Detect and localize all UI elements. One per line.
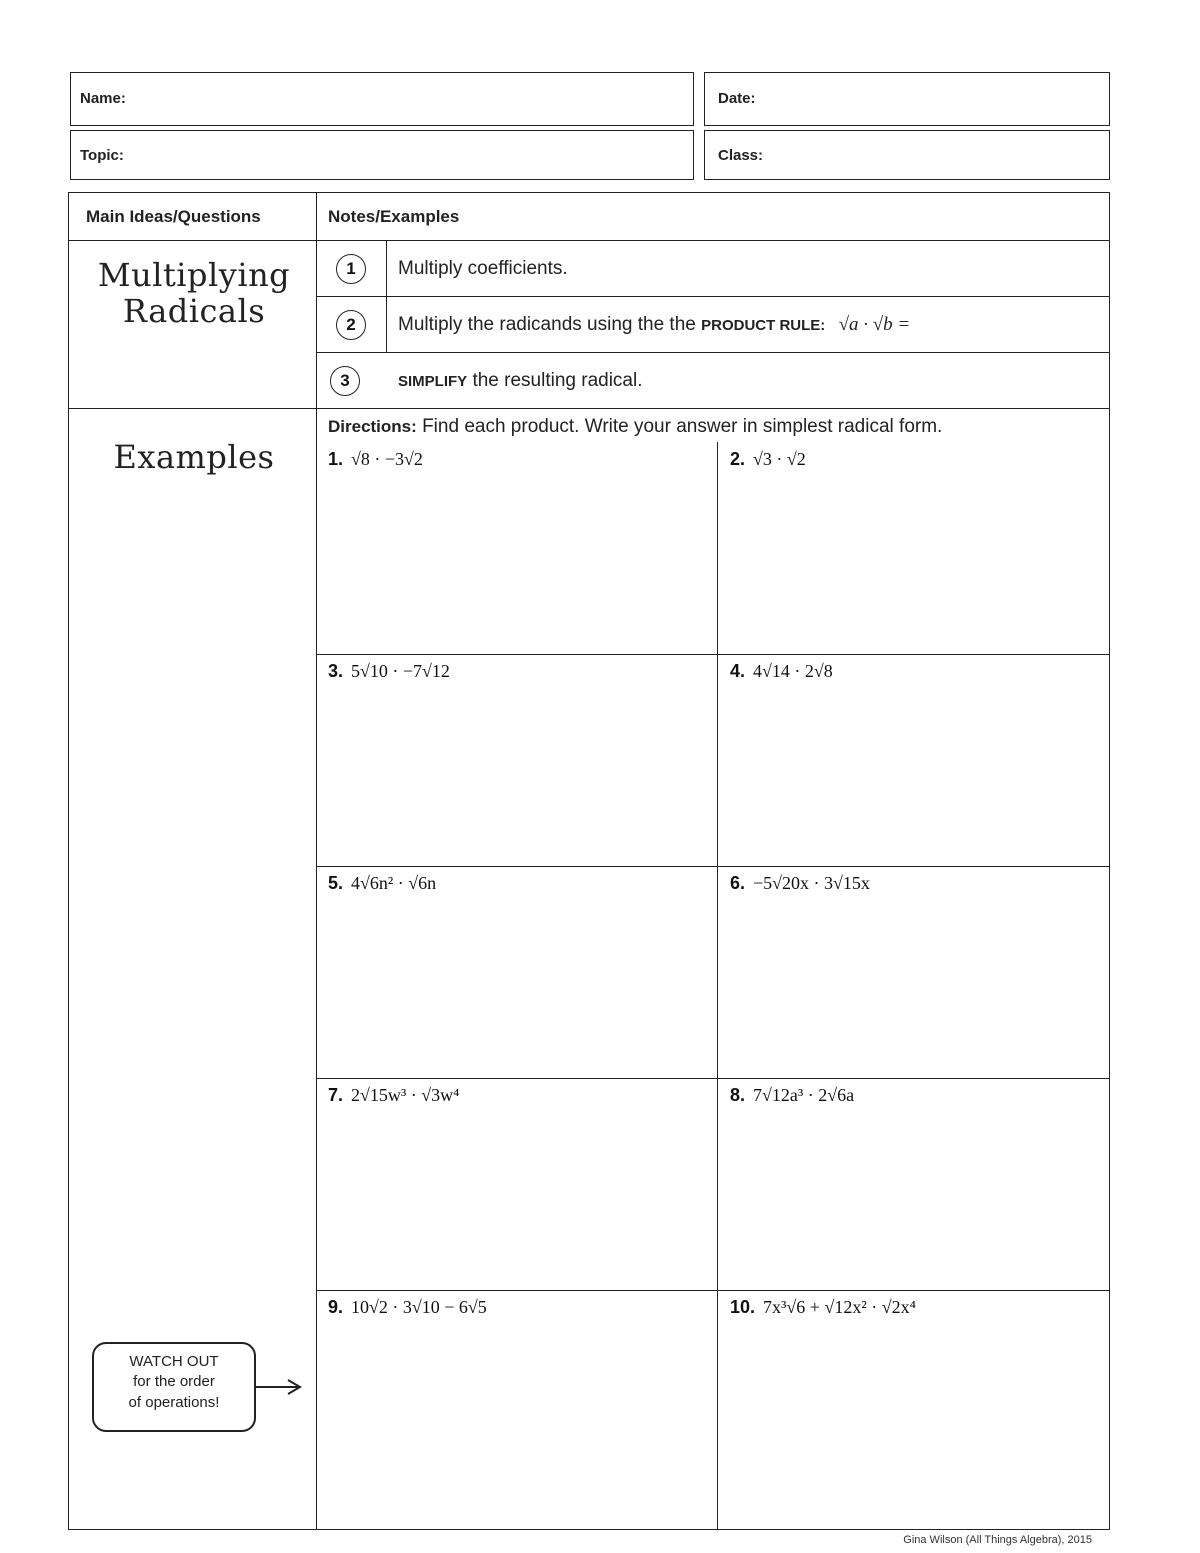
class-label: Class: [718,147,764,164]
problem-4-number: 4. [730,661,746,681]
step-2-text [398,314,910,336]
column-divider [316,192,317,1530]
watch-out-callout [92,1342,256,1432]
directions-body: Find each product. Write your answer in simplest radical form. [422,416,943,437]
product-rule-formula: √a · √b = [838,314,911,335]
notes-examples-heading: Notes/Examples [328,207,460,226]
simplify-label: SIMPLIFY [398,373,468,390]
problem-row-rule-4 [316,1290,1110,1291]
problem-9-number: 9. [328,1297,344,1317]
problem-grid-divider [717,442,718,1530]
step-rule-1 [316,296,1110,297]
problem-7-number: 7. [328,1085,344,1105]
problem-1-number: 1. [328,449,344,469]
date-field-box[interactable] [704,72,1110,126]
problem-4-expression: 4√14 · 2√8 [753,661,833,681]
problem-2-number: 2. [730,449,746,469]
arrow-right-icon [256,1377,304,1397]
problem-5 [328,873,436,894]
problem-row-rule-2 [316,866,1110,867]
step-3-body: the resulting radical. [467,370,643,391]
step-3-text [398,370,643,392]
main-ideas-heading: Main Ideas/Questions [86,207,261,226]
problem-6-number: 6. [730,873,746,893]
directions-text [328,416,942,438]
problem-10-number: 10. [730,1297,756,1317]
problem-row-rule-1 [316,654,1110,655]
section-title-line1: Multiplying [97,256,291,294]
watch-out-line1: WATCH OUT [129,1353,219,1370]
section-title-multiplying [76,258,312,330]
name-field-box[interactable] [70,72,694,126]
problem-8 [730,1085,854,1106]
step-1-number-icon: 1 [336,254,366,284]
problem-1 [328,449,423,470]
problem-3 [328,661,450,682]
name-label: Name: [80,90,126,107]
problem-3-expression: 5√10 · −7√12 [351,661,450,681]
problem-6 [730,873,870,894]
step-rule-2 [316,352,1110,353]
topic-label: Topic: [80,147,124,164]
problem-8-expression: 7√12a³ · 2√6a [753,1085,855,1105]
step-2-body: Multiply the radicands using the the [398,314,702,335]
watch-out-line3: of operations! [128,1393,220,1411]
problem-7-expression: 2√15w³ · √3w⁴ [351,1085,460,1105]
problem-7 [328,1085,459,1106]
problem-9 [328,1297,487,1318]
topic-field-box[interactable] [70,130,694,180]
problem-8-number: 8. [730,1085,746,1105]
step-2-number-icon: 2 [336,310,366,340]
section-title-line2: Radicals [122,291,266,330]
column-header-rule [68,240,1110,241]
step-number-divider [386,240,387,352]
problem-10-expression: 7x³√6 + √12x² · √2x⁴ [763,1297,916,1317]
problem-3-number: 3. [328,661,344,681]
section-title-examples: Examples [113,438,275,476]
step-1-body: Multiply coefficients. [398,258,568,279]
examples-section-rule [68,408,1110,409]
problem-4 [730,661,833,682]
problem-row-rule-3 [316,1078,1110,1079]
watch-out-line2: for the order [133,1373,215,1391]
problem-9-expression: 10√2 · 3√10 − 6√5 [351,1297,487,1317]
problem-5-number: 5. [328,873,344,893]
product-rule-label: PRODUCT RULE: [701,317,826,334]
notes-frame [68,192,1110,1530]
problem-6-expression: −5√20x · 3√15x [753,873,870,893]
class-field-box[interactable] [704,130,1110,180]
copyright-footer: Gina Wilson (All Things Algebra), 2015 [903,1534,1092,1546]
problem-5-expression: 4√6n² · √6n [351,873,437,893]
problem-10 [730,1297,916,1318]
directions-label: Directions: [328,417,417,436]
date-label: Date: [718,90,756,107]
problem-2-expression: √3 · √2 [753,449,806,469]
step-1-text [398,258,568,280]
problem-2 [730,449,806,470]
problem-1-expression: √8 · −3√2 [351,449,423,469]
step-3-number-icon: 3 [330,366,360,396]
